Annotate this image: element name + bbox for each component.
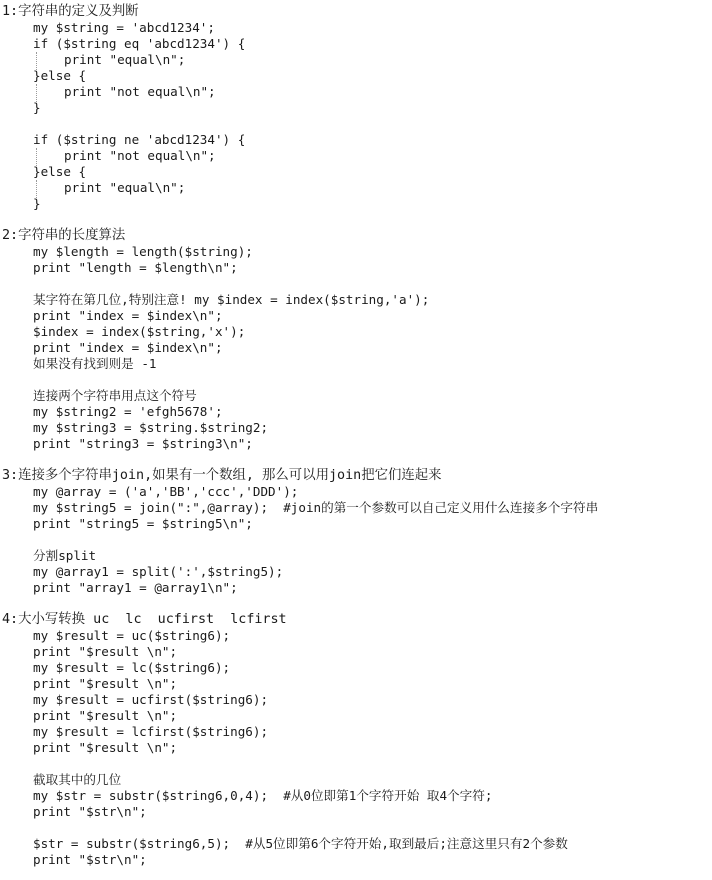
code-line: print "equal\n"; bbox=[64, 52, 186, 67]
code-line: my $string2 = 'efgh5678'; bbox=[33, 404, 223, 419]
code-line: my $result = lc($string6); bbox=[33, 660, 231, 675]
code-line: my @array = ('a','BB','ccc','DDD'); bbox=[33, 484, 299, 499]
code-line: print "index = $index\n"; bbox=[33, 308, 223, 323]
code-line: print "string5 = $string5\n"; bbox=[33, 516, 253, 531]
code-line: 如果没有找到则是 -1 bbox=[33, 356, 157, 371]
code-line: }else { bbox=[33, 68, 87, 83]
blank-line bbox=[2, 532, 710, 548]
code-line: $index = index($string,'x'); bbox=[33, 324, 246, 339]
code-line: if ($string eq 'abcd1234') { bbox=[33, 36, 246, 51]
code-line: print "array1 = @array1\n"; bbox=[33, 580, 238, 595]
code-line: $str = substr($string6,5); #从5位即第6个字符开始,取到最后;注意这里只有2个参数 bbox=[33, 836, 568, 851]
code-line: print "length = $length\n"; bbox=[33, 260, 238, 275]
code-line: }else { bbox=[33, 164, 87, 179]
section-heading: 4:大小写转换 uc lc ucfirst lcfirst bbox=[2, 612, 287, 627]
code-line: 某字符在第几位,特别注意! my $index = index($string,'a'); bbox=[33, 292, 430, 307]
blank-line bbox=[2, 596, 710, 612]
code-line: my $length = length($string); bbox=[33, 244, 253, 259]
indent-guide bbox=[36, 148, 37, 166]
code-line: 截取其中的几位 bbox=[33, 772, 122, 787]
code-line: my $string5 = join(":",@array); #join的第一个参数可以自己定义用什么连接多个字符串 bbox=[33, 500, 599, 515]
code-line: print "equal\n"; bbox=[64, 180, 186, 195]
code-line: print "not equal\n"; bbox=[64, 84, 216, 99]
blank-line bbox=[2, 820, 710, 836]
code-line: 分割split bbox=[33, 548, 97, 563]
code-line: my $result = uc($string6); bbox=[33, 628, 231, 643]
code-line: 连接两个字符串用点这个符号 bbox=[33, 388, 197, 403]
blank-line bbox=[2, 212, 710, 228]
code-line: my $string = 'abcd1234'; bbox=[33, 20, 215, 35]
blank-line bbox=[2, 372, 710, 388]
code-line: print "not equal\n"; bbox=[64, 148, 216, 163]
blank-line bbox=[2, 276, 710, 292]
blank-line bbox=[2, 756, 710, 772]
code-line: print "$str\n"; bbox=[33, 804, 147, 819]
code-line: } bbox=[33, 100, 41, 115]
code-line: print "$result \n"; bbox=[33, 644, 178, 659]
code-line: my $str = substr($string6,0,4); #从0位即第1个字符开始 取4个字符; bbox=[33, 788, 493, 803]
code-line: print "$str\n"; bbox=[33, 852, 147, 867]
section-heading: 2:字符串的长度算法 bbox=[2, 228, 126, 243]
code-line: print "index = $index\n"; bbox=[33, 340, 223, 355]
code-line: my $result = lcfirst($string6); bbox=[33, 724, 269, 739]
blank-line bbox=[2, 116, 710, 132]
code-line: print "$result \n"; bbox=[33, 740, 178, 755]
indent-guide bbox=[36, 180, 37, 198]
code-line: my $result = ucfirst($string6); bbox=[33, 692, 269, 707]
indent-guide bbox=[36, 84, 37, 102]
section-heading: 1:字符串的定义及判断 bbox=[2, 4, 139, 19]
code-line: if ($string ne 'abcd1234') { bbox=[33, 132, 246, 147]
code-line: my $string3 = $string.$string2; bbox=[33, 420, 269, 435]
code-line: my @array1 = split(':',$string5); bbox=[33, 564, 284, 579]
section-heading: 3:连接多个字符串join,如果有一个数组, 那么可以用join把它们连起来 bbox=[2, 468, 442, 483]
blank-line bbox=[2, 452, 710, 468]
code-line: } bbox=[33, 196, 41, 211]
code-line: print "$result \n"; bbox=[33, 708, 178, 723]
code-line: print "string3 = $string3\n"; bbox=[33, 436, 253, 451]
code-document bbox=[2, 4, 710, 868]
indent-guide bbox=[36, 52, 37, 70]
code-line: print "$result \n"; bbox=[33, 676, 178, 691]
